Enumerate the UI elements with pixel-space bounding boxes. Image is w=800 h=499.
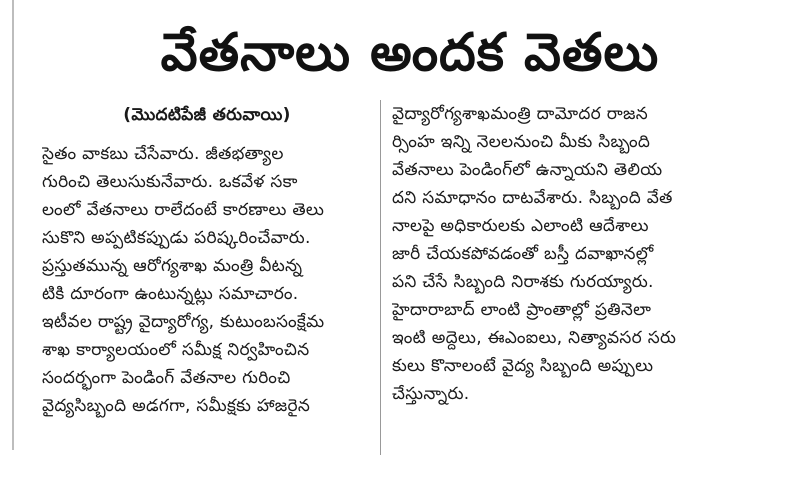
body-line: వేతనాలు పెండింగ్‌లో ఉన్నాయని తెలియ	[392, 160, 663, 180]
body-line: సుకొని అప్పటికప్పుడు పరిష్కరించేవారు.	[42, 228, 311, 248]
article-headline: వేతనాలు అందక వెతలు	[160, 23, 660, 83]
body-line: ర్సింహ ఇన్ని నెలలనుంచి మీకు సిబ్బంది	[392, 132, 651, 152]
body-line: టికి దూరంగా ఉంటున్నట్లు సమాచారం.	[42, 284, 299, 304]
body-line: దని సమాధానం దాటవేశారు. సిబ్బంది వేత	[392, 188, 673, 208]
article-column-left	[42, 100, 372, 420]
body-line: వైద్యారోగ్యశాఖమంత్రి దామోదర రాజన	[392, 104, 648, 124]
body-line: జారీ చేయకపోవడంతో బస్తీ దవాఖానల్లో	[392, 244, 654, 264]
column-divider	[380, 100, 381, 455]
body-line: పని చేసే సిబ్బంది నిరాశకు గురయ్యారు.	[392, 272, 654, 292]
body-line: చేస్తున్నారు.	[392, 384, 470, 404]
body-line: కులు కొనాలంటే వైద్య సిబ్బంది అప్పులు	[392, 356, 654, 376]
body-line: ప్రస్తుతమున్న ఆరోగ్యశాఖ మంత్రి వీటన్న	[42, 256, 303, 276]
body-line: ఇంటి అద్దెలు, ఈఎంఐలు, నిత్యావసర సరు	[392, 328, 677, 348]
body-line: హైదారాబాద్ లాంటి ప్రాంతాల్లో ప్రతినెలా	[392, 300, 652, 320]
body-line: వైద్యసిబ్బంది అడగగా, సమీక్షకు హాజరైన	[42, 396, 311, 416]
article-column-right	[392, 100, 737, 408]
page-edge-rule	[12, 0, 14, 450]
body-line: ఇటీవల రాష్ట్ర వైద్యారోగ్య, కుటుంబసంక్షేమ	[42, 312, 325, 332]
body-line: లంలో వేతనాలు రాలేదంటే కారణాలు తెలు	[42, 200, 325, 220]
body-line: గురించి తెలుసుకునేవారు. ఒకవేళ సకా	[42, 172, 298, 192]
body-line: నాలపై అధికారులకు ఎలాంటి ఆదేశాలు	[392, 216, 649, 236]
body-line: సందర్భంగా పెండింగ్ వేతనాల గురించి	[42, 368, 291, 388]
continuation-label: (మొదటిపేజీ తరువాయి)	[123, 105, 291, 125]
body-line: సైతం వాకబు చేసేవారు. జీతభత్యాల	[42, 144, 284, 164]
body-line: శాఖ కార్యాలయంలో సమీక్ష నిర్వహించిన	[42, 340, 310, 360]
